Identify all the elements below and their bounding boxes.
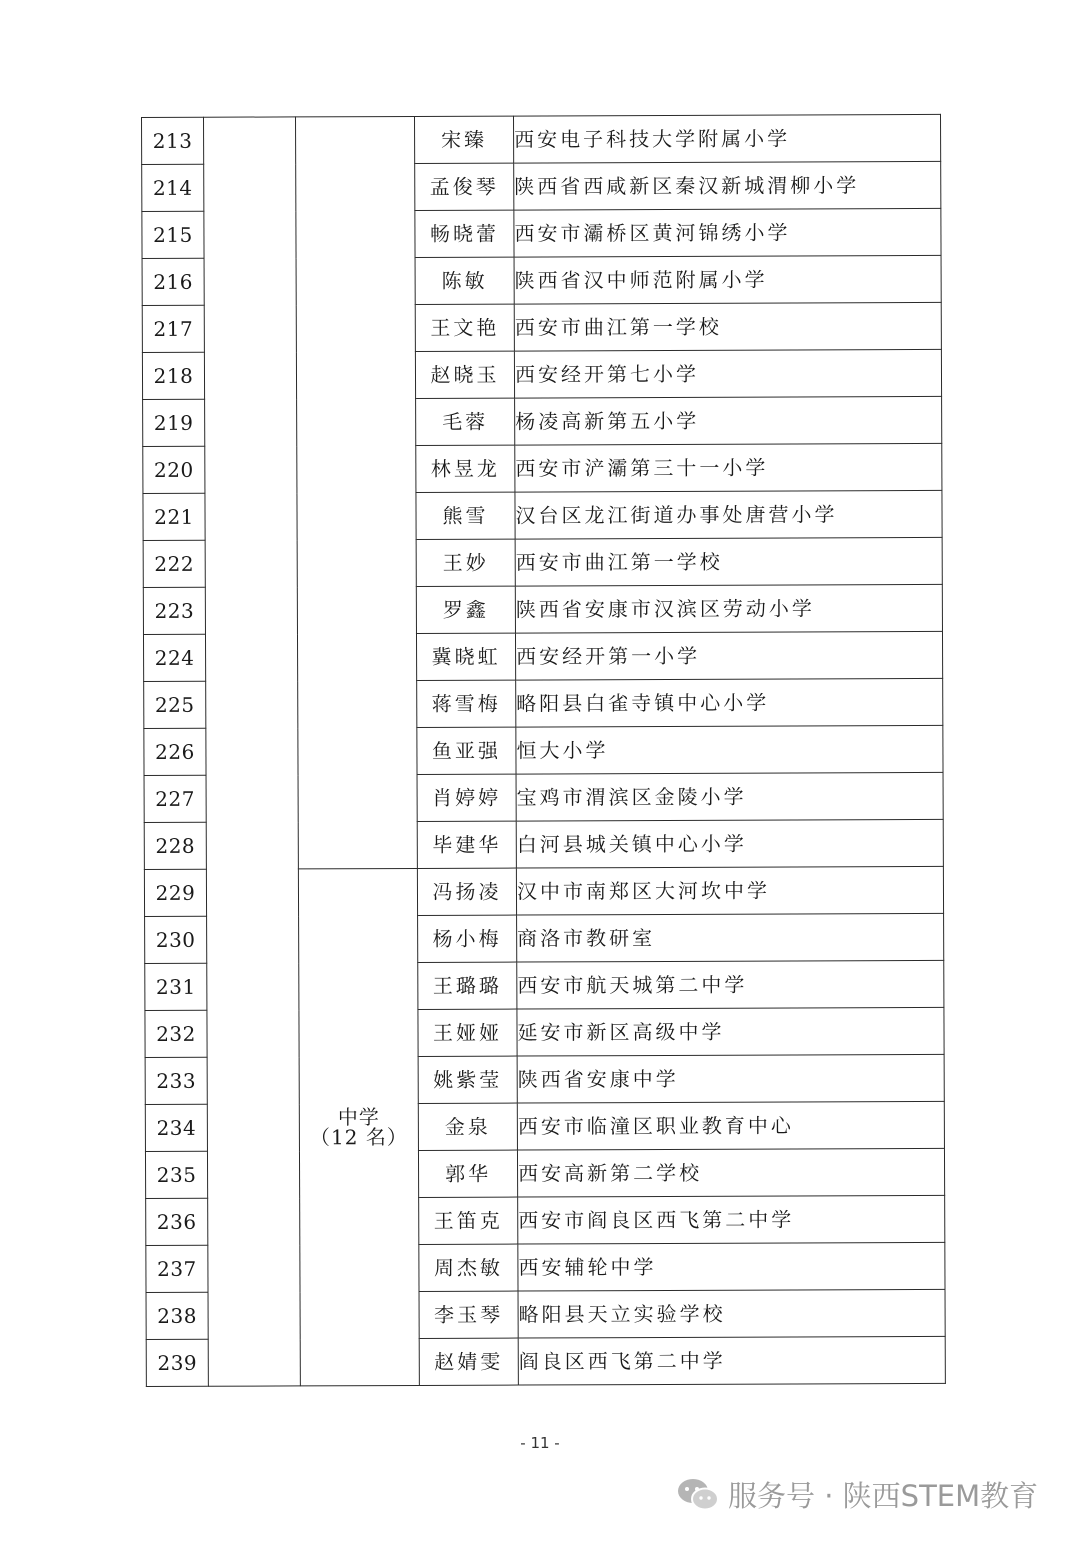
serial-number-cell: 213 (142, 117, 204, 164)
school-name-cell: 陕西省安康中学 (517, 1054, 944, 1103)
teacher-name-cell: 冀晓虹 (416, 633, 515, 680)
school-name-cell: 杨凌高新第五小学 (515, 396, 942, 445)
school-name-cell: 西安市临潼区职业教育中心 (517, 1101, 944, 1150)
teacher-name-cell: 孟俊琴 (415, 163, 514, 210)
teacher-name-cell: 畅晓蕾 (415, 210, 514, 257)
serial-number-cell: 231 (145, 963, 207, 1010)
category-count: （12 名） (309, 1124, 408, 1150)
school-name-cell: 西安市阎良区西飞第二中学 (518, 1195, 945, 1244)
teacher-name-cell: 王璐璐 (418, 962, 517, 1009)
school-name-cell: 西安高新第二学校 (517, 1148, 944, 1197)
watermark (676, 1474, 1038, 1515)
award-roster-table (141, 114, 946, 1387)
serial-number-cell: 219 (143, 399, 205, 446)
school-name-cell: 白河县城关镇中心小学 (516, 819, 943, 868)
serial-number-cell: 222 (143, 540, 205, 587)
serial-number-cell: 233 (145, 1057, 207, 1104)
teacher-name-cell: 周杰敏 (419, 1244, 518, 1291)
school-name-cell: 西安市曲江第一学校 (514, 302, 941, 351)
roster-body (142, 114, 946, 1386)
teacher-name-cell: 杨小梅 (418, 915, 517, 962)
blank-category-cell (204, 117, 301, 1386)
serial-number-cell: 225 (144, 681, 206, 728)
school-name-cell: 西安电子科技大学附属小学 (513, 114, 940, 163)
teacher-name-cell: 林昱龙 (416, 445, 515, 492)
category-label: 中学 (337, 1105, 380, 1130)
serial-number-cell: 227 (144, 775, 206, 822)
teacher-name-cell: 罗鑫 (416, 586, 515, 633)
watermark-text: 服务号 · 陕西STEM教育 (728, 1479, 1039, 1513)
teacher-name-cell: 王文艳 (415, 304, 514, 351)
teacher-name-cell: 姚紫莹 (418, 1056, 517, 1103)
page-number: - 11 - (520, 1434, 560, 1452)
school-name-cell: 略阳县白雀寺镇中心小学 (516, 678, 943, 727)
serial-number-cell: 224 (143, 634, 205, 681)
school-name-cell: 西安经开第七小学 (514, 349, 941, 398)
serial-number-cell: 229 (144, 869, 206, 916)
teacher-name-cell: 鱼亚强 (417, 727, 516, 774)
school-name-cell: 西安辅轮中学 (518, 1242, 945, 1291)
teacher-name-cell: 宋臻 (414, 116, 513, 163)
serial-number-cell: 214 (142, 164, 204, 211)
table-row (142, 114, 941, 164)
teacher-name-cell: 熊雪 (416, 492, 515, 539)
teacher-name-cell: 肖婷婷 (417, 774, 516, 821)
primary-category-cell (296, 116, 418, 868)
serial-number-cell: 215 (142, 211, 204, 258)
school-name-cell: 商洛市教研室 (517, 913, 944, 962)
serial-number-cell: 223 (143, 587, 205, 634)
school-name-cell: 陕西省安康市汉滨区劳动小学 (515, 584, 942, 633)
school-name-cell: 西安市航天城第二中学 (517, 960, 944, 1009)
serial-number-cell: 218 (142, 352, 204, 399)
teacher-name-cell: 王笛克 (419, 1197, 518, 1244)
serial-number-cell: 226 (144, 728, 206, 775)
school-name-cell: 陕西省汉中师范附属小学 (514, 255, 941, 304)
serial-number-cell: 236 (146, 1198, 208, 1245)
school-name-cell: 延安市新区高级中学 (517, 1007, 944, 1056)
school-name-cell: 西安市曲江第一学校 (515, 537, 942, 586)
school-name-cell: 汉中市南郑区大河坎中学 (516, 866, 943, 915)
teacher-name-cell: 毕建华 (417, 821, 516, 868)
wechat-logo-icon (676, 1477, 720, 1513)
teacher-name-cell: 郭华 (418, 1150, 517, 1197)
serial-number-cell: 228 (144, 822, 206, 869)
teacher-name-cell: 陈敏 (415, 257, 514, 304)
teacher-name-cell: 蒋雪梅 (417, 680, 516, 727)
school-name-cell: 西安经开第一小学 (515, 631, 942, 680)
serial-number-cell: 238 (146, 1292, 208, 1339)
serial-number-cell: 221 (143, 493, 205, 540)
school-name-cell: 恒大小学 (516, 725, 943, 774)
school-name-cell: 阎良区西飞第二中学 (518, 1336, 945, 1385)
school-name-cell: 略阳县天立实验学校 (518, 1289, 945, 1338)
school-name-cell: 陕西省西咸新区秦汉新城渭柳小学 (514, 161, 941, 210)
serial-number-cell: 220 (143, 446, 205, 493)
teacher-name-cell: 毛蓉 (416, 398, 515, 445)
serial-number-cell: 232 (145, 1010, 207, 1057)
teacher-name-cell: 赵晓玉 (415, 351, 514, 398)
serial-number-cell: 217 (142, 305, 204, 352)
teacher-name-cell: 赵婧雯 (419, 1338, 518, 1385)
serial-number-cell: 235 (145, 1151, 207, 1198)
teacher-name-cell: 金泉 (418, 1103, 517, 1150)
teacher-name-cell: 冯扬凌 (417, 868, 516, 915)
teacher-name-cell: 李玉琴 (419, 1291, 518, 1338)
serial-number-cell: 234 (145, 1104, 207, 1151)
serial-number-cell: 239 (146, 1339, 208, 1386)
school-name-cell: 西安市浐灞第三十一小学 (515, 443, 942, 492)
school-name-cell: 西安市灞桥区黄河锦绣小学 (514, 208, 941, 257)
serial-number-cell: 230 (145, 916, 207, 963)
teacher-name-cell: 王娅娅 (418, 1009, 517, 1056)
school-name-cell: 宝鸡市渭滨区金陵小学 (516, 772, 943, 821)
middle-school-category-cell (298, 868, 419, 1385)
teacher-name-cell: 王妙 (416, 539, 515, 586)
serial-number-cell: 216 (142, 258, 204, 305)
school-name-cell: 汉台区龙江街道办事处唐营小学 (515, 490, 942, 539)
serial-number-cell: 237 (146, 1245, 208, 1292)
